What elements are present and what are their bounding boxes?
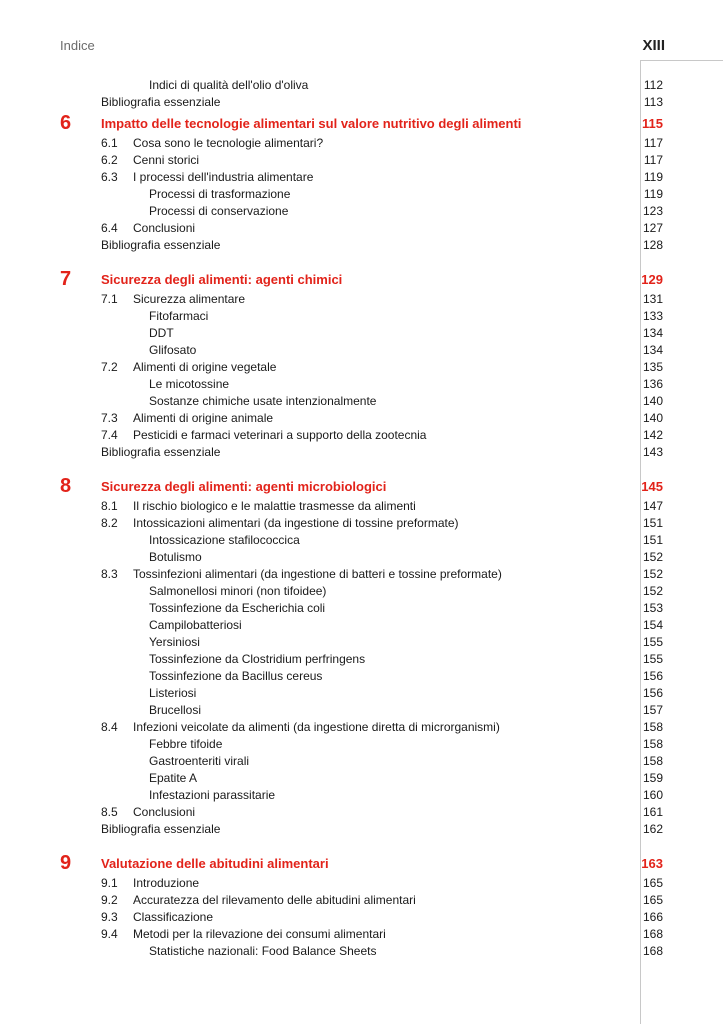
entry-page-number: 113 [643,95,663,109]
toc-entry[interactable] [0,308,723,325]
section-number: 9.1 [101,876,118,890]
entry-page-number: 166 [642,910,663,924]
entry-title: Febbre tifoide [149,737,223,751]
toc-entry[interactable] [0,804,723,821]
chapter-group [0,474,723,838]
entry-page-number: 133 [642,309,663,323]
toc-entry[interactable] [0,926,723,943]
chapter-number: 6 [60,112,72,134]
toc-entry[interactable] [0,220,723,237]
entry-page-number: 140 [642,411,663,425]
entry-title: Glifosato [149,343,197,357]
toc-entry[interactable] [0,770,723,787]
chapter-page-number: 163 [641,856,663,871]
entry-title: Tossinfezione da Clostridium perfringens [149,652,366,666]
section-number: 6.1 [101,136,118,150]
entry-page-number: 158 [642,737,663,751]
entry-page-number: 127 [642,221,663,235]
entry-page-number: 155 [642,635,663,649]
entry-title: Il rischio biologico e le malattie trasmesse da alimenti [133,499,416,513]
chapter-heading[interactable] [0,851,723,875]
toc-entry[interactable] [0,342,723,359]
entry-page-number: 135 [642,360,663,374]
entry-page-number: 142 [642,428,663,442]
toc-entry[interactable] [0,909,723,926]
entry-page-number: 117 [643,136,663,150]
lead-entries [0,77,723,111]
toc-entry[interactable] [0,583,723,600]
entry-page-number: 153 [642,601,663,615]
toc-entry[interactable] [0,359,723,376]
chapter-title: Valutazione delle abitudini alimentari [101,856,329,871]
entry-page-number: 134 [642,326,663,340]
entry-title: Tossinfezione da Bacillus cereus [149,669,323,683]
entry-title: Accuratezza del rilevamento delle abitudini alimentari [133,893,416,907]
entry-title: Sostanze chimiche usate intenzionalmente [149,394,377,408]
toc-entry[interactable] [0,892,723,909]
toc-entry[interactable] [0,410,723,427]
entry-page-number: 119 [643,187,663,201]
toc-entry[interactable] [0,515,723,532]
entry-title: Classificazione [133,910,214,924]
entry-title: I processi dell'industria alimentare [133,170,314,184]
section-number: 7.1 [101,292,118,306]
entry-page-number: 151 [642,516,663,530]
toc-entry[interactable] [0,549,723,566]
chapter-page-number: 145 [641,479,663,494]
toc-entry[interactable] [0,617,723,634]
section-number: 7.2 [101,360,118,374]
entry-title: Pesticidi e farmaci veterinari a supporto della zootecnia [133,428,427,442]
toc-entry[interactable] [0,393,723,410]
toc-entry[interactable] [0,566,723,583]
entry-title: Infezioni veicolate da alimenti (da ingestione diretta di microrganismi) [133,720,500,734]
entry-title: Tossinfezione da Escherichia coli [149,601,326,615]
section-number: 9.2 [101,893,118,907]
entry-page-number: 155 [642,652,663,666]
toc-entry[interactable] [0,875,723,892]
entry-title: Introduzione [133,876,200,890]
chapter-heading[interactable] [0,267,723,291]
entry-title: Metodi per la rilevazione dei consumi alimentari [133,927,386,941]
entry-page-number: 147 [642,499,663,513]
entry-page-number: 152 [642,567,663,581]
entry-title: Salmonellosi minori (non tifoidee) [149,584,327,598]
toc-entry[interactable] [0,325,723,342]
entry-title: Infestazioni parassitarie [149,788,276,802]
entry-page-number: 159 [642,771,663,785]
chapter-heading[interactable] [0,111,723,135]
chapter-number: 9 [60,852,72,874]
section-number: 6.4 [101,221,118,235]
section-number: 6.2 [101,153,118,167]
entry-title: Conclusioni [133,221,196,235]
toc-entry[interactable] [0,94,723,111]
entry-title: Statistiche nazionali: Food Balance Sheets [149,944,377,958]
chapter-number: 8 [60,475,72,497]
toc-entry[interactable] [0,237,723,254]
toc-entry[interactable] [0,651,723,668]
entry-page-number: 160 [642,788,663,802]
section-number: 6.3 [101,170,118,184]
entry-title: Processi di conservazione [149,204,289,218]
toc-entry[interactable] [0,634,723,651]
entry-title: Epatite A [149,771,198,785]
entry-title: Brucellosi [149,703,202,717]
chapter-heading[interactable] [0,474,723,498]
entry-page-number: 168 [642,944,663,958]
toc-entry[interactable] [0,186,723,203]
entry-page-number: 165 [642,893,663,907]
entry-page-number: 143 [642,445,663,459]
toc-entry[interactable] [0,753,723,770]
entry-title: Sicurezza alimentare [133,292,246,306]
chapter-number: 7 [60,268,72,290]
entry-title: Listeriosi [149,686,197,700]
toc-entry[interactable] [0,444,723,461]
entry-page-number: 128 [642,238,663,252]
toc-entry[interactable] [0,600,723,617]
entry-title: Botulismo [149,550,202,564]
chapter-title: Sicurezza degli alimenti: agenti chimici [101,272,343,287]
entry-page-number: 154 [642,618,663,632]
entry-page-number: 152 [642,584,663,598]
entry-title: Bibliografia essenziale [101,445,221,459]
chapter-title: Impatto delle tecnologie alimentari sul valore nutritivo degli alimenti [101,116,522,131]
toc-entry[interactable] [0,291,723,308]
entry-title: Campilobatteriosi [149,618,242,632]
entry-page-number: 156 [642,669,663,683]
toc-entry[interactable] [0,532,723,549]
entry-title: Bibliografia essenziale [101,238,221,252]
entry-page-number: 168 [642,927,663,941]
page-number-roman: XIII [642,37,665,54]
toc-entry[interactable] [0,719,723,736]
entry-page-number: 157 [642,703,663,717]
chapter-page-number: 129 [641,272,663,287]
entry-title: Tossinfezioni alimentari (da ingestione di batteri e tossine preformate) [133,567,502,581]
section-number: 8.5 [101,805,118,819]
chapter-list [0,111,723,960]
entry-page-number: 134 [642,343,663,357]
entry-page-number: 162 [642,822,663,836]
entry-page-number: 140 [642,394,663,408]
entry-page-number: 161 [642,805,663,819]
section-number: 8.2 [101,516,118,530]
entry-page-number: 152 [642,550,663,564]
entry-title: Processi di trasformazione [149,187,291,201]
entry-page-number: 165 [642,876,663,890]
toc-entry[interactable] [0,427,723,444]
entry-title: Conclusioni [133,805,196,819]
entry-title: Alimenti di origine animale [133,411,274,425]
toc-entry[interactable] [0,498,723,515]
entry-page-number: 117 [643,153,663,167]
chapter-page-number: 115 [642,116,663,131]
entry-page-number: 123 [642,204,663,218]
toc-entry[interactable] [0,152,723,169]
section-number: 8.1 [101,499,118,513]
toc-entry[interactable] [0,685,723,702]
entry-page-number: 158 [642,720,663,734]
entry-page-number: 151 [642,533,663,547]
toc-entry[interactable] [0,702,723,719]
table-of-contents [0,77,723,960]
entry-title: Gastroenteriti virali [149,754,250,768]
entry-title: Intossicazione stafilococcica [149,533,300,547]
entry-page-number: 156 [642,686,663,700]
entry-title: Bibliografia essenziale [101,95,221,109]
toc-entry[interactable] [0,668,723,685]
section-number: 7.4 [101,428,118,442]
entry-title: Yersiniosi [149,635,200,649]
toc-entry[interactable] [0,821,723,838]
toc-entry[interactable] [0,787,723,804]
toc-entry[interactable] [0,943,723,960]
toc-entry[interactable] [0,77,723,94]
entry-page-number: 112 [643,78,663,92]
toc-entry[interactable] [0,203,723,220]
section-number: 8.4 [101,720,118,734]
chapter-group [0,851,723,960]
section-number: 9.4 [101,927,118,941]
entry-title: Alimenti di origine vegetale [133,360,277,374]
toc-entry[interactable] [0,376,723,393]
entry-title: DDT [149,326,174,340]
toc-entry[interactable] [0,169,723,186]
entry-title: Indici di qualità dell'olio d'oliva [149,78,309,92]
entry-title: Le micotossine [149,377,230,391]
entry-page-number: 136 [642,377,663,391]
entry-title: Bibliografia essenziale [101,822,221,836]
entry-page-number: 158 [642,754,663,768]
chapter-group [0,267,723,461]
running-header-section: Indice [60,38,95,53]
section-number: 8.3 [101,567,118,581]
entry-title: Cenni storici [133,153,200,167]
section-number: 9.3 [101,910,118,924]
chapter-title: Sicurezza degli alimenti: agenti microbiologici [101,479,387,494]
entry-title: Intossicazioni alimentari (da ingestione di tossine preformate) [133,516,459,530]
toc-entry[interactable] [0,736,723,753]
entry-title: Cosa sono le tecnologie alimentari? [133,136,324,150]
entry-title: Fitofarmaci [149,309,209,323]
section-number: 7.3 [101,411,118,425]
chapter-group [0,111,723,254]
toc-entry[interactable] [0,135,723,152]
header-rule [640,60,723,61]
entry-page-number: 119 [643,170,663,184]
entry-page-number: 131 [642,292,663,306]
